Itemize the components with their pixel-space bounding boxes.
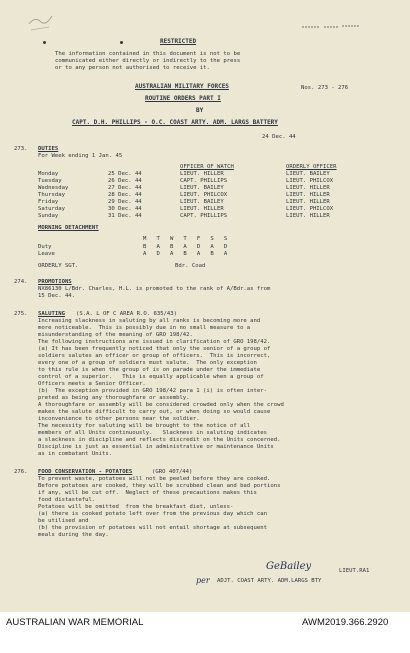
orders-heading: ROUTINE ORDERS PART I bbox=[145, 95, 221, 102]
saluting-line: makes the salute difficult to carry out, or when doing so would cause bbox=[38, 409, 271, 415]
roster-day: Sunday bbox=[38, 213, 59, 219]
footer-accession-number: AWM2019.366.2920 bbox=[302, 617, 389, 628]
roster-date: 26 Dec. 44 bbox=[108, 178, 142, 184]
roster-day: Tuesday bbox=[38, 178, 62, 184]
roster-orderly: LIEUT. HILLER bbox=[286, 199, 330, 205]
order-numbers: Nos. 273 - 276 bbox=[301, 85, 349, 91]
saluting-line: soldiers salutes an officer or group of officers. This is incorrect, bbox=[38, 353, 271, 359]
section-title-promotions: PROMOTIONS bbox=[38, 279, 72, 285]
commander-line: CAPT. D.H. PHILLIPS - O.C. COAST ARTY. ADM. LARGS BATTERY bbox=[72, 119, 278, 126]
saluting-line: (a) It has been frequently noticed that only the senior of a group of bbox=[38, 346, 271, 352]
faded-stamp-mark bbox=[300, 20, 364, 32]
food-line: Potatoes will be omitted from the breakfast diet, unless- bbox=[38, 504, 234, 510]
roster-orderly: LIEUT. HILLER bbox=[286, 185, 330, 191]
saluting-line: to this rule is when the group of is on parade under the immediate bbox=[38, 367, 261, 373]
food-line: if any, will be cut off. Neglect of these precautions makes this bbox=[38, 490, 257, 496]
roster-orderly: LIEUT. HILLER bbox=[286, 213, 330, 219]
leave-label: Leave bbox=[38, 251, 55, 257]
promotion-line: 15 Dec. 44. bbox=[38, 293, 76, 299]
roster-date: 27 Dec. 44 bbox=[108, 185, 142, 191]
item-number: 274. bbox=[14, 279, 28, 285]
handwritten-signature: GeBailey bbox=[266, 561, 312, 572]
section-title-saluting: SALUTING bbox=[38, 311, 65, 317]
saluting-line: as in combatant Units. bbox=[38, 451, 113, 457]
saluting-line: Discipline is just as essential in administrative or maintenance Units bbox=[38, 444, 274, 450]
saluting-line: every one of a group of soldiers must salute. The only exception bbox=[38, 360, 257, 366]
food-line: be utilised and bbox=[38, 518, 89, 524]
restricted-notice-line: communicated either directly or indirectly to the press bbox=[55, 58, 241, 64]
item-number: 273. bbox=[14, 146, 28, 152]
roster-date: 31 Dec. 44 bbox=[108, 213, 142, 219]
roster-orderly: LIEUT. PHILCOX bbox=[286, 206, 334, 212]
food-line: food distasteful. bbox=[38, 497, 96, 503]
saluting-line: Increasing slackness in saluting by all ranks is becoming more and bbox=[38, 318, 261, 324]
footer-institution: AUSTRALIAN WAR MEMORIAL bbox=[6, 617, 144, 628]
saluting-line: The necessity for saluting will be brought to the notice of all bbox=[38, 423, 251, 429]
saluting-reference: (S.A. L OF C AREA R.O. 635/43) bbox=[76, 311, 178, 317]
restricted-notice-line: or to any person not authorised to receive it. bbox=[55, 65, 210, 71]
pencil-annotation-mark bbox=[26, 10, 56, 36]
promotion-line: NX86130 L/Bdr. Charles, H.L. is promoted to the rank of A/Bdr.as from bbox=[38, 286, 271, 292]
restricted-notice-line: The information contained in this document is not to be bbox=[55, 51, 241, 57]
roster-day: Monday bbox=[38, 171, 59, 177]
roster-officer: LIEUT. BAILEY bbox=[180, 185, 224, 191]
roster-date: 28 Dec. 44 bbox=[108, 192, 142, 198]
roster-officer: LIEUT. HILLER bbox=[180, 171, 224, 177]
roster-date: 25 Dec. 44 bbox=[108, 171, 142, 177]
saluting-line: control of a superior. This is equally applicable when a group of bbox=[38, 374, 264, 380]
duty-label: Duty bbox=[38, 244, 52, 250]
item-number: 276. bbox=[14, 469, 28, 475]
food-line: meals during the day. bbox=[38, 532, 109, 538]
section-title-food-conservation: FOOD CONSERVATION - POTATOES bbox=[38, 469, 133, 475]
duty-row: B A B A D A D bbox=[143, 244, 228, 250]
saluting-line: (b) The exception provided in GRO 198/42 para 1 (i) is often inter- bbox=[38, 388, 268, 394]
saluting-line: a slackness in discipline and reflects discredit on the Units concerned. bbox=[38, 437, 281, 443]
saluting-line: more noticeable. This is possibly due in no small measure to a bbox=[38, 325, 251, 331]
food-line: Before potatoes are cooked, they will be scrubbed clean and bad portions bbox=[38, 483, 281, 489]
saluting-line: preted as being any thoroughfare or assembly. bbox=[38, 395, 190, 401]
col-orderly-officer: ORDERLY OFFICER bbox=[286, 164, 337, 170]
saluting-line: A thoroughfare or assembly will be considered crowded only when the crowd bbox=[38, 402, 284, 408]
roster-officer: LIEUT. PHILCOX bbox=[180, 192, 228, 198]
roster-orderly: LIEUT. PHILCOX bbox=[286, 178, 334, 184]
roster-day: Friday bbox=[38, 199, 59, 205]
saluting-line: members of all Units continuously. Slackness in saluting indicates bbox=[38, 430, 268, 436]
signature-rank: LIEUT.RA1 bbox=[339, 568, 370, 574]
roster-officer: LIEUT. HILLER bbox=[180, 206, 224, 212]
saluting-line: misunderstanding of the meaning of GRO 198/42. bbox=[38, 332, 193, 338]
roster-day: Saturday bbox=[38, 206, 65, 212]
roster-orderly: LIEUT. BAILEY bbox=[286, 171, 330, 177]
punch-hole bbox=[120, 41, 123, 44]
orderly-sgt-label: ORDERLY SGT. bbox=[38, 263, 79, 269]
punch-hole bbox=[43, 41, 46, 44]
orderly-sgt-value: Bdr. Coad bbox=[175, 263, 206, 269]
food-line: To prevent waste, potatoes will not be peeled before they are cooked. bbox=[38, 476, 271, 482]
food-line: (a) there is cooked potato left over from the previous day which can bbox=[38, 511, 268, 517]
item-number: 275. bbox=[14, 311, 28, 317]
unit-heading: AUSTRALIAN MILITARY FORCES bbox=[135, 83, 229, 90]
saluting-line: The following instructions are issued in clarification of GRO 198/42. bbox=[38, 339, 271, 345]
leave-row: A D A B A B A bbox=[143, 251, 228, 257]
saluting-line: Officers meets a Senior Officer. bbox=[38, 381, 146, 387]
roster-day: Wednesday bbox=[38, 185, 69, 191]
col-officer-of-watch: OFFICER OF WATCH bbox=[180, 164, 234, 170]
roster-officer: CAPT. PHILLIPS bbox=[180, 213, 228, 219]
weekday-letters: M T W T F S S bbox=[143, 236, 228, 242]
saluting-line: inconvenience to other persons near the soldier. bbox=[38, 416, 200, 422]
order-date: 24 Dec. 44 bbox=[262, 134, 296, 140]
section-title-duties: DUTIES bbox=[38, 146, 59, 152]
per-annotation: per bbox=[196, 576, 210, 585]
roster-day: Thursday bbox=[38, 192, 65, 198]
signature-title: ADJT. COAST ARTY. ADM.LARGS BTY bbox=[217, 578, 322, 584]
roster-date: 30 Dec. 44 bbox=[108, 206, 142, 212]
food-reference: (GRO 407/44) bbox=[152, 469, 193, 475]
week-ending: For Week ending 1 Jan. 45 bbox=[38, 153, 123, 159]
roster-orderly: LIEUT. HILLER bbox=[286, 192, 330, 198]
restricted-heading: RESTRICTED bbox=[160, 38, 197, 45]
roster-date: 29 Dec. 44 bbox=[108, 199, 142, 205]
roster-officer: LIEUT. BAILEY bbox=[180, 199, 224, 205]
by-line: BY bbox=[196, 107, 204, 114]
roster-officer: CAPT. PHILLIPS bbox=[180, 178, 228, 184]
food-line: (b) the provision of potatoes will not entail shortage at subsequent bbox=[38, 525, 268, 531]
morning-detachment-title: MORNING DETACHMENT bbox=[38, 225, 99, 231]
